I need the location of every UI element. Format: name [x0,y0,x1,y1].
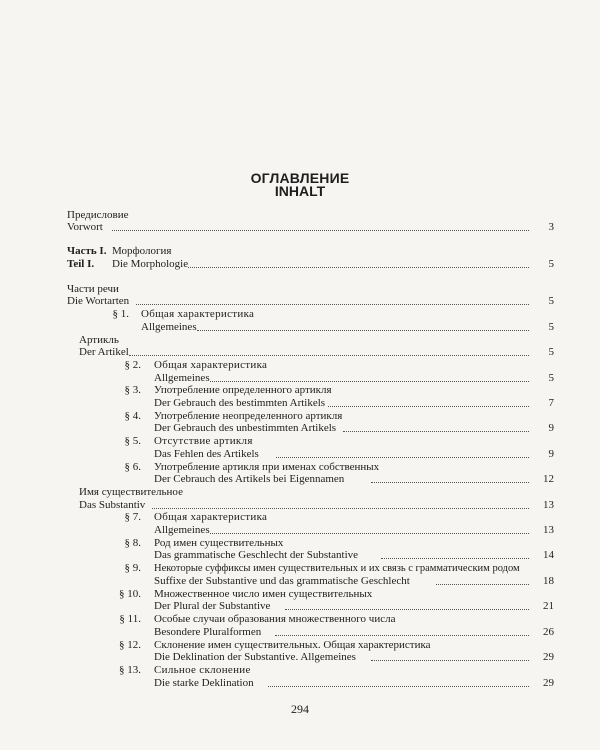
entry-title-ru: Род имен существительных [154,537,284,549]
section-number: § 12. [119,639,141,651]
toc-line-de [0,524,600,537]
dot-leader [152,508,529,509]
entry-title-ru: Употребление артикля при именах собственных [154,461,380,473]
entry-title-de: Die Deklination der Substantive. Allgemeines [154,651,356,663]
entry-title-de: Vorwort [67,221,103,233]
entry-title-ru: Общая характеристика [154,511,268,523]
toc-line-ru [0,486,600,499]
entry-title-ru: Склонение имен существительных. Общая характеристика [154,639,431,651]
section-number: § 11. [119,613,141,625]
toc-line-ru [0,664,600,677]
entry-page-number: 5 [548,346,554,358]
dot-leader [210,381,529,382]
entry-title-ru: Сильное склонение [154,664,251,676]
toc-line-de [0,549,600,562]
dot-leader [436,584,529,585]
entry-page-number: 7 [548,397,554,409]
entry-title-de: Allgemeines [141,321,197,333]
toc-line-ru [0,435,600,448]
dot-leader [371,482,529,483]
toc-line-de [0,575,600,588]
toc-line-ru [0,359,600,372]
section-number: § 9. [124,562,141,574]
entry-title-de: Der Artikel [79,346,129,358]
toc-line-de [0,473,600,486]
dot-leader [343,431,529,432]
entry-title-ru: Морфология [112,245,172,257]
dot-leader [276,457,529,458]
dot-leader [210,533,529,534]
dot-leader [197,330,529,331]
entry-title-de: Die Morphologie [112,258,189,270]
dot-leader [268,686,529,687]
toc-line-ru [0,562,600,575]
part-label-de: Teil I. [67,258,95,270]
section-number: § 7. [124,511,141,523]
toc-line-ru [0,384,600,397]
dot-leader [381,558,529,559]
entry-page-number: 26 [543,626,554,638]
entry-page-number: 13 [543,524,554,536]
toc-line-de [0,448,600,461]
dot-leader [328,406,529,407]
entry-title-ru: Артикль [79,334,119,346]
entry-title-ru: Имя существительное [79,486,183,498]
section-number: § 13. [119,664,141,676]
entry-title-ru: Особые случаи образования множественного числа [154,613,396,625]
entry-page-number: 9 [548,422,554,434]
toc-line-de [0,221,600,234]
entry-title-ru: Множественное число имен существительных [154,588,373,600]
entry-title-ru: Части речи [67,283,119,295]
entry-page-number: 5 [548,258,554,270]
section-number: § 5. [124,435,141,447]
toc-line-ru [0,613,600,626]
entry-title-de: Besondere Pluralformen [154,626,262,638]
toc-line-ru [0,245,600,258]
entry-title-ru: Предисловие [67,209,129,221]
toc-line-de [0,295,600,308]
toc-line-de [0,677,600,690]
entry-page-number: 5 [548,295,554,307]
toc-line-de [0,258,600,271]
toc-line-de [0,651,600,664]
dot-leader [275,635,529,636]
toc-title-german: INHALT [274,183,326,199]
dot-leader [285,609,529,610]
entry-title-de: Der Gebrauch des bestimmten Artikels [154,397,326,409]
toc-line-de [0,397,600,410]
dot-leader [188,267,529,268]
entry-title-de: Das Substantiv [79,499,146,511]
entry-title-de: Die starke Deklination [154,677,254,689]
entry-page-number: 18 [543,575,554,587]
entry-title-ru: Общая характеристика [141,308,255,320]
entry-page-number: 29 [543,677,554,689]
toc-line-ru [0,308,600,321]
section-number: § 1. [112,308,129,320]
entry-page-number: 29 [543,651,554,663]
entry-page-number: 5 [548,372,554,384]
dot-leader [136,304,529,305]
entry-title-ru: Отсутствие артикля [154,435,253,447]
entry-page-number: 21 [543,600,554,612]
entry-title-de: Allgemeines [154,524,210,536]
toc-line-de [0,321,600,334]
toc-line-de [0,422,600,435]
entry-page-number: 14 [543,549,554,561]
part-label-ru: Часть I. [67,245,107,257]
toc-line-de [0,346,600,359]
section-number: § 8. [124,537,141,549]
dot-leader [112,230,529,231]
entry-title-de: Der Gebrauch des unbestimmten Artikels [154,422,337,434]
entry-title-de: Das Fehlen des Artikels [154,448,259,460]
toc-line-de [0,626,600,639]
section-number: § 3. [124,384,141,396]
toc-title-russian: ОГЛАВЛЕНИЕ [250,170,350,186]
entry-title-de: Die Wortarten [67,295,130,307]
section-number: § 10. [119,588,141,600]
entry-page-number: 3 [548,221,554,233]
entry-page-number: 9 [548,448,554,460]
entry-page-number: 13 [543,499,554,511]
section-number: § 2. [124,359,141,371]
entry-title-de: Das grammatische Geschlecht der Substantive [154,549,359,561]
entry-title-ru: Некоторые суффиксы имен существительных и их связь с грамматическим родом [154,563,520,574]
entry-title-de: Der Cebrauch des Artikels bei Eigennamen [154,473,345,485]
page-number: 294 [291,702,309,716]
section-number: § 4. [124,410,141,422]
section-number: § 6. [124,461,141,473]
entry-title-ru: Общая характеристика [154,359,268,371]
dot-leader [371,660,529,661]
entry-title-ru: Употребление неопределенного артикля [154,410,343,422]
entry-page-number: 5 [548,321,554,333]
dot-leader [129,355,529,356]
entry-title-de: Suffixe der Substantive und das grammatische Geschlecht [154,575,410,587]
toc-line-de [0,600,600,613]
entry-title-de: Der Plural der Substantive [154,600,271,612]
toc-line-ru [0,511,600,524]
entry-title-ru: Употребление определенного артикля [154,384,332,396]
entry-title-de: Allgemeines [154,372,210,384]
entry-page-number: 12 [543,473,554,485]
